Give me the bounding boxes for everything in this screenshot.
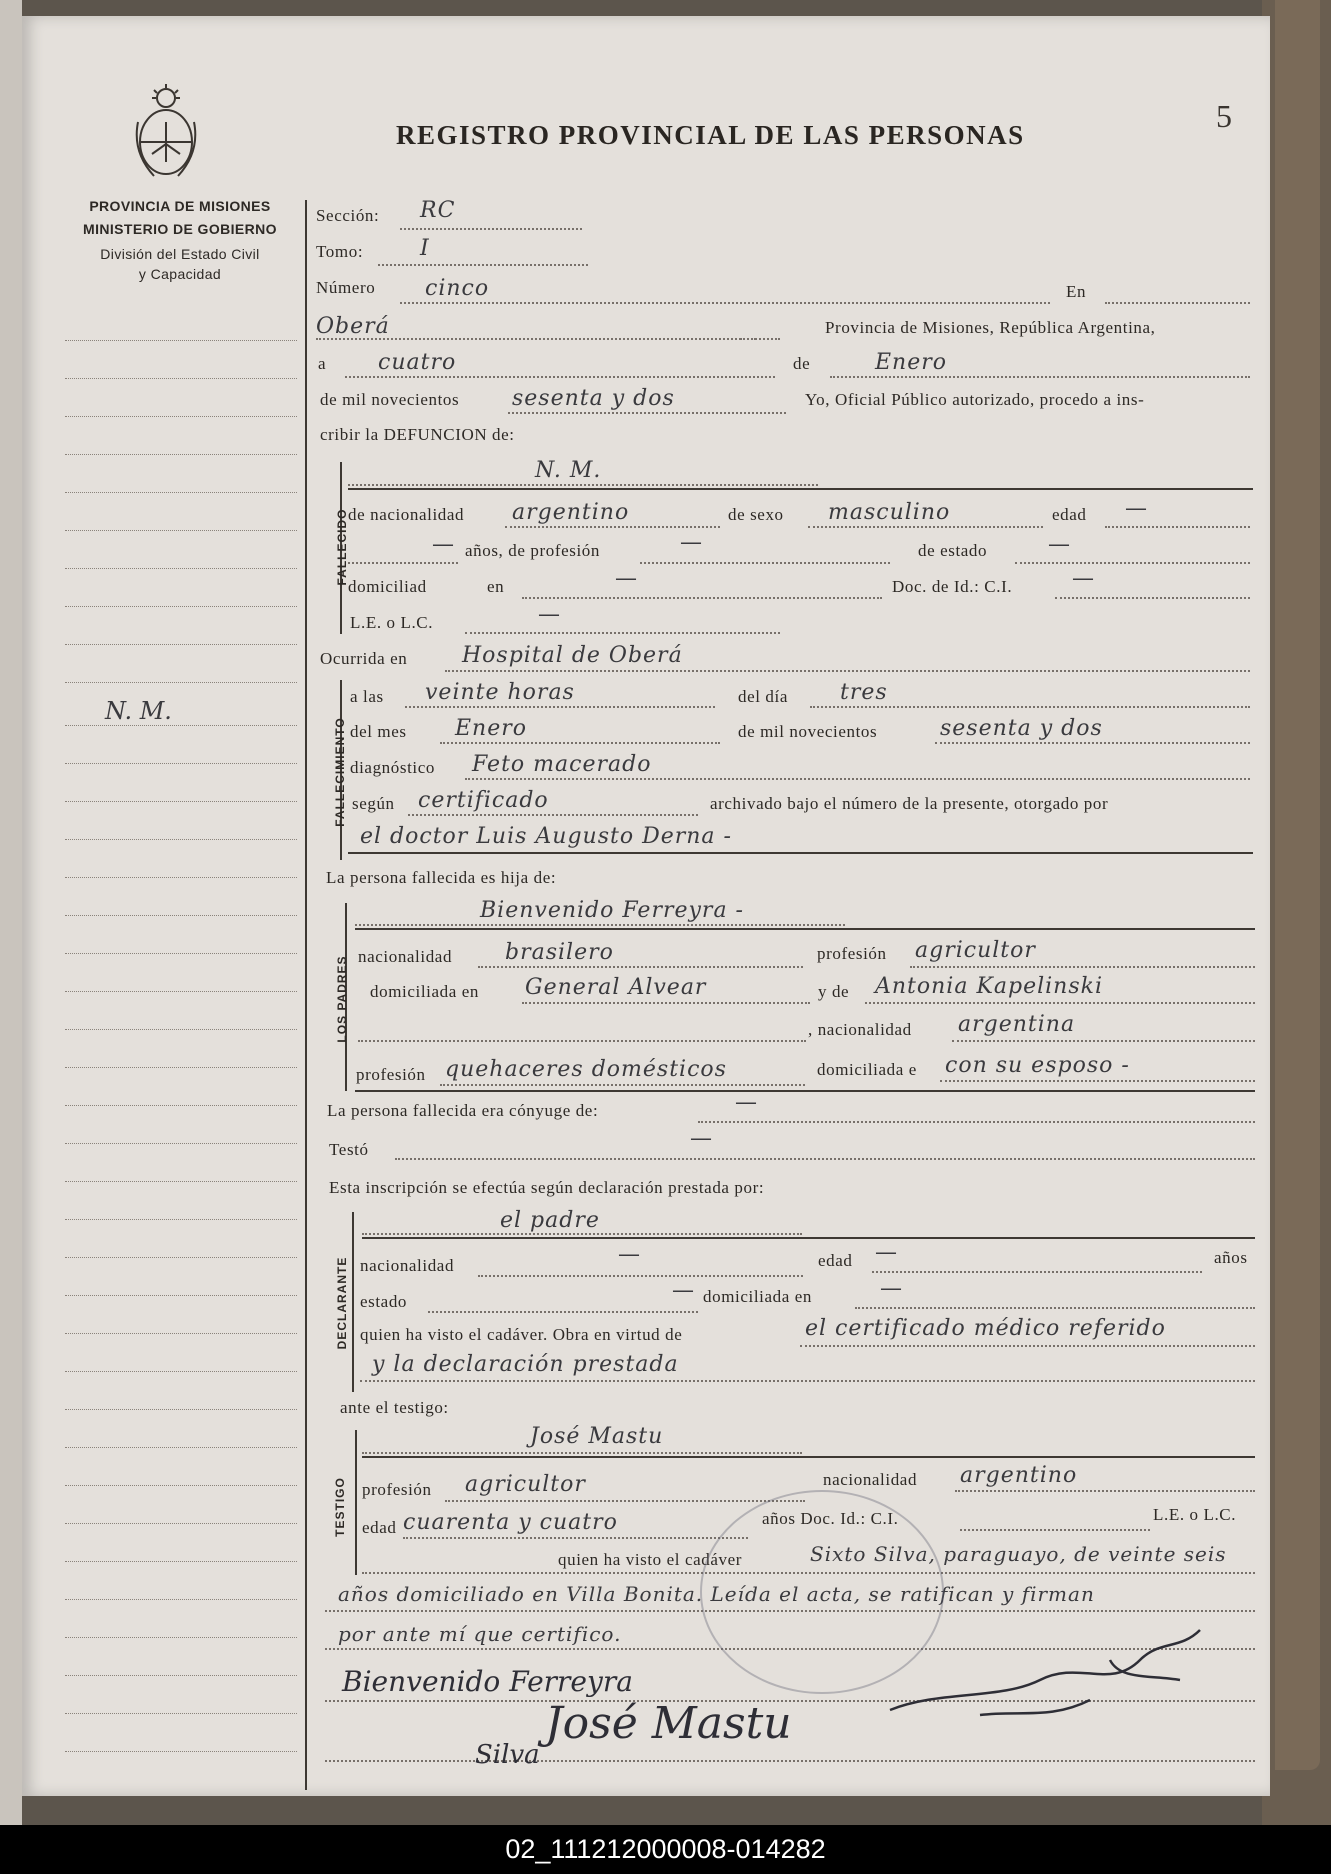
label-edad: edad [1052, 505, 1087, 524]
value-anio-f: sesenta y dos [940, 716, 1103, 741]
field-line [378, 264, 588, 266]
field-line [440, 1084, 805, 1086]
field-line [1105, 302, 1250, 304]
value-dia-f: tres [840, 680, 888, 705]
label-provincia: Provincia de Misiones, República Argentina, [825, 318, 1156, 337]
section-label-padres: LOS PADRES [335, 955, 349, 1043]
label-en: En [1066, 282, 1087, 301]
ministry-name: MINISTERIO DE GOBIERNO [83, 221, 277, 237]
value-madre: Antonia Kapelinski [875, 974, 1104, 999]
value-estado-declarante: — [672, 1278, 695, 1303]
label-nac-declarante: nacionalidad [360, 1256, 455, 1275]
field-line [358, 1040, 806, 1042]
field-line [935, 742, 1250, 744]
field-line [910, 966, 1255, 968]
field-line [1015, 562, 1250, 564]
value-edad-testigo: cuarenta y cuatro [403, 1510, 618, 1535]
label-nacionalidad: de nacionalidad [348, 505, 465, 524]
value-declarante: el padre [500, 1208, 600, 1233]
field-line [348, 484, 818, 486]
label-diagnostico: diagnóstico [350, 758, 435, 777]
label-numero: Número [316, 278, 376, 297]
field-line [316, 338, 756, 340]
value-mes: Enero [875, 350, 948, 375]
label-estado: de estado [918, 541, 988, 560]
value-nac-declarante: — [618, 1242, 641, 1267]
label-ocurrida: Ocurrida en [320, 649, 408, 668]
field-line [940, 1080, 1255, 1082]
signature-testigo: José Mastu [545, 1698, 792, 1749]
label-edad-testigo: edad [362, 1518, 397, 1537]
label-de-mil2: de mil novecientos [738, 722, 878, 741]
value-testigo-2: Sixto Silva, paraguayo, de veinte seis [810, 1542, 1227, 1566]
section-label-fallecimiento: FALLECIMIENTO [333, 717, 347, 827]
field-line [465, 632, 780, 634]
value-conyuge: — [735, 1090, 758, 1115]
signature-silva: Silva [475, 1740, 540, 1770]
label-domic-declarante: domiciliada en [703, 1287, 812, 1306]
value-diagnostico: Feto macerado [472, 752, 652, 777]
division-name-2: y Capacidad [138, 266, 222, 282]
signature-padre: Bienvenido Ferreyra [342, 1665, 633, 1698]
field-line [400, 302, 1050, 304]
division-name: División del Estado Civil [100, 246, 260, 262]
label-anos-doc-testigo: años Doc. Id.: C.I. [762, 1509, 899, 1528]
value-medico: el doctor Luis Augusto Derna - [360, 824, 732, 849]
label-tomo: Tomo: [316, 242, 364, 261]
field-line [508, 412, 786, 414]
value-lelc: — [538, 602, 561, 627]
section-border [355, 1430, 357, 1575]
field-line [325, 1760, 1255, 1762]
value-numero: cinco [425, 276, 490, 301]
value-domic-padre: General Alvear [525, 975, 707, 1000]
value-domic-madre: con su esposo - [945, 1053, 1130, 1078]
field-line [955, 1490, 1255, 1492]
form-left-border [305, 200, 307, 1790]
field-line [362, 1233, 802, 1235]
coat-of-arms-icon [130, 82, 202, 182]
value-sexo: masculino [828, 500, 951, 525]
label-ante: ante el testigo: [340, 1398, 449, 1417]
label-domic-padre: domiciliada en [370, 982, 479, 1001]
field-line [465, 778, 1250, 780]
page-binding [0, 0, 22, 1825]
section-label-declarante: DECLARANTE [335, 1256, 349, 1350]
label-edad-declarante: edad [818, 1251, 853, 1270]
label-nac-padre: nacionalidad [358, 947, 453, 966]
label-doc: Doc. de Id.: C.I. [892, 577, 1013, 596]
label-testo: Testó [329, 1140, 369, 1159]
label-anos-declarante: años [1214, 1248, 1248, 1267]
value-nac-padre: brasilero [505, 940, 614, 965]
value-nombre: N. M. [535, 458, 602, 483]
label-del-mes: del mes [350, 722, 407, 741]
label-en2: en [487, 577, 505, 596]
label-visto: quien ha visto el cadáver. Obra en virtud de [360, 1325, 683, 1344]
value-prof-testigo: agricultor [465, 1472, 586, 1497]
field-line [428, 1311, 698, 1313]
label-hija: La persona fallecida es hija de: [326, 868, 557, 887]
field-line [405, 706, 715, 708]
value-anos: — [432, 532, 455, 557]
field-line [640, 562, 890, 564]
value-dia: cuatro [378, 350, 457, 375]
field-line [1105, 526, 1250, 528]
value-obra1: el certificado médico referido [805, 1316, 1166, 1341]
value-edad-declarante: — [875, 1240, 898, 1265]
label-archivado: archivado bajo el número de la presente, otorgado por [710, 794, 1109, 813]
field-line [400, 228, 582, 230]
value-profesion: — [680, 530, 703, 555]
field-line [740, 338, 780, 340]
label-de-mil: de mil novecientos [320, 390, 460, 409]
value-nac-testigo: argentino [960, 1463, 1078, 1488]
label-domic-madre: domiciliada e [817, 1060, 917, 1079]
padre-underline [355, 928, 1255, 930]
label-a-las: a las [350, 687, 384, 706]
testigo-underline [362, 1456, 1255, 1458]
section-divider [355, 1090, 1255, 1092]
value-mes-f: Enero [455, 716, 528, 741]
field-line [872, 1271, 1202, 1273]
value-prof-madre: quehaceres domésticos [445, 1057, 727, 1082]
label-prof-padre: profesión [817, 944, 887, 963]
label-oficial: Yo, Oficial Público autorizado, procedo a ins- [805, 390, 1145, 409]
value-domic-declarante: — [880, 1276, 903, 1301]
field-line [478, 966, 803, 968]
label-prof-testigo: profesión [362, 1480, 432, 1499]
value-tomo: I [420, 236, 430, 261]
field-line [348, 562, 458, 564]
label-seccion: Sección: [316, 206, 380, 225]
value-edad: — [1125, 496, 1148, 521]
label-estado-declarante: estado [360, 1292, 408, 1311]
label-anos-profesion: años, de profesión [465, 541, 600, 560]
field-line [478, 1275, 803, 1277]
label-segun: según [352, 794, 395, 813]
value-obra2: y la declaración prestada [372, 1352, 679, 1377]
section-border [352, 1212, 354, 1392]
margin-note: N. M. [105, 697, 172, 725]
value-domicilio: — [615, 566, 638, 591]
field-line [445, 1500, 805, 1502]
label-nac-testigo: nacionalidad [823, 1470, 918, 1489]
field-line [505, 526, 720, 528]
field-line [362, 1452, 802, 1454]
declarante-underline [362, 1237, 1255, 1239]
field-line [355, 924, 845, 926]
label-lelc-testigo: L.E. o L.C. [1153, 1505, 1237, 1524]
field-line [440, 742, 720, 744]
label-visto-testigo: quien ha visto el cadáver [558, 1550, 742, 1569]
footer-id: 02_111212000008-014282 [0, 1825, 1331, 1874]
field-line [1055, 597, 1250, 599]
field-line [800, 1345, 1255, 1347]
section-divider [348, 852, 1253, 854]
value-hora: veinte horas [425, 680, 575, 705]
label-prof-madre: profesión [356, 1065, 426, 1084]
field-line [952, 1040, 1255, 1042]
signature-oficial [880, 1620, 1240, 1730]
field-line [403, 1537, 748, 1539]
label-de: de [793, 354, 811, 373]
value-estado: — [1048, 532, 1071, 557]
label-inscripcion: Esta inscripción se efectúa según declaración prestada por: [329, 1178, 765, 1197]
field-line [345, 376, 775, 378]
book-cover-edge [1275, 0, 1320, 1770]
label-conyuge: La persona fallecida era cónyuge de: [327, 1101, 599, 1120]
value-seccion: RC [420, 198, 456, 223]
province-name: PROVINCIA DE MISIONES [89, 198, 271, 214]
page-title: REGISTRO PROVINCIAL DE LAS PERSONAS [396, 120, 1025, 150]
value-nacionalidad: argentino [512, 500, 630, 525]
field-line [855, 1307, 1255, 1309]
field-line [830, 376, 1250, 378]
label-y-de: y de [818, 982, 850, 1001]
page-number: 5 [1216, 98, 1232, 134]
field-line [808, 526, 1043, 528]
label-domiciliad: domiciliad [348, 577, 427, 596]
section-label-testigo: TESTIGO [333, 1477, 347, 1537]
name-underline [348, 488, 1253, 490]
field-line [522, 1002, 810, 1004]
field-line [408, 814, 698, 816]
value-prof-padre: agricultor [915, 938, 1036, 963]
field-line [960, 1529, 1150, 1531]
section-label-fallecido: FALLECIDO [335, 508, 349, 586]
value-testo: — [690, 1126, 713, 1151]
label-cribir: cribir la DEFUNCION de: [320, 425, 515, 444]
label-del-dia: del día [738, 687, 788, 706]
field-line [445, 670, 1250, 672]
label-le-lc: L.E. o L.C. [350, 613, 434, 632]
value-anio: sesenta y dos [512, 386, 675, 411]
field-line [522, 597, 882, 599]
value-lugar: Oberá [316, 314, 390, 339]
value-padre: Bienvenido Ferreyra - [480, 898, 744, 923]
value-testigo: José Mastu [530, 1424, 664, 1449]
field-line [865, 1002, 1255, 1004]
value-nac-madre: argentina [958, 1012, 1076, 1037]
value-line-3: por ante mí que certifico. [338, 1622, 622, 1646]
field-line [698, 1121, 1255, 1123]
label-sexo: de sexo [728, 505, 784, 524]
label-nac-madre: , nacionalidad [808, 1020, 912, 1039]
field-line [395, 1158, 1255, 1160]
value-segun: certificado [418, 788, 549, 813]
value-line-2: años domiciliado en Villa Bonita. Leída el acta, se ratifican y firman [338, 1582, 1095, 1606]
label-a: a [318, 354, 327, 373]
field-line [810, 706, 1250, 708]
field-line [360, 1380, 1255, 1382]
value-doc: — [1072, 566, 1095, 591]
value-ocurrida: Hospital de Oberá [462, 643, 683, 668]
